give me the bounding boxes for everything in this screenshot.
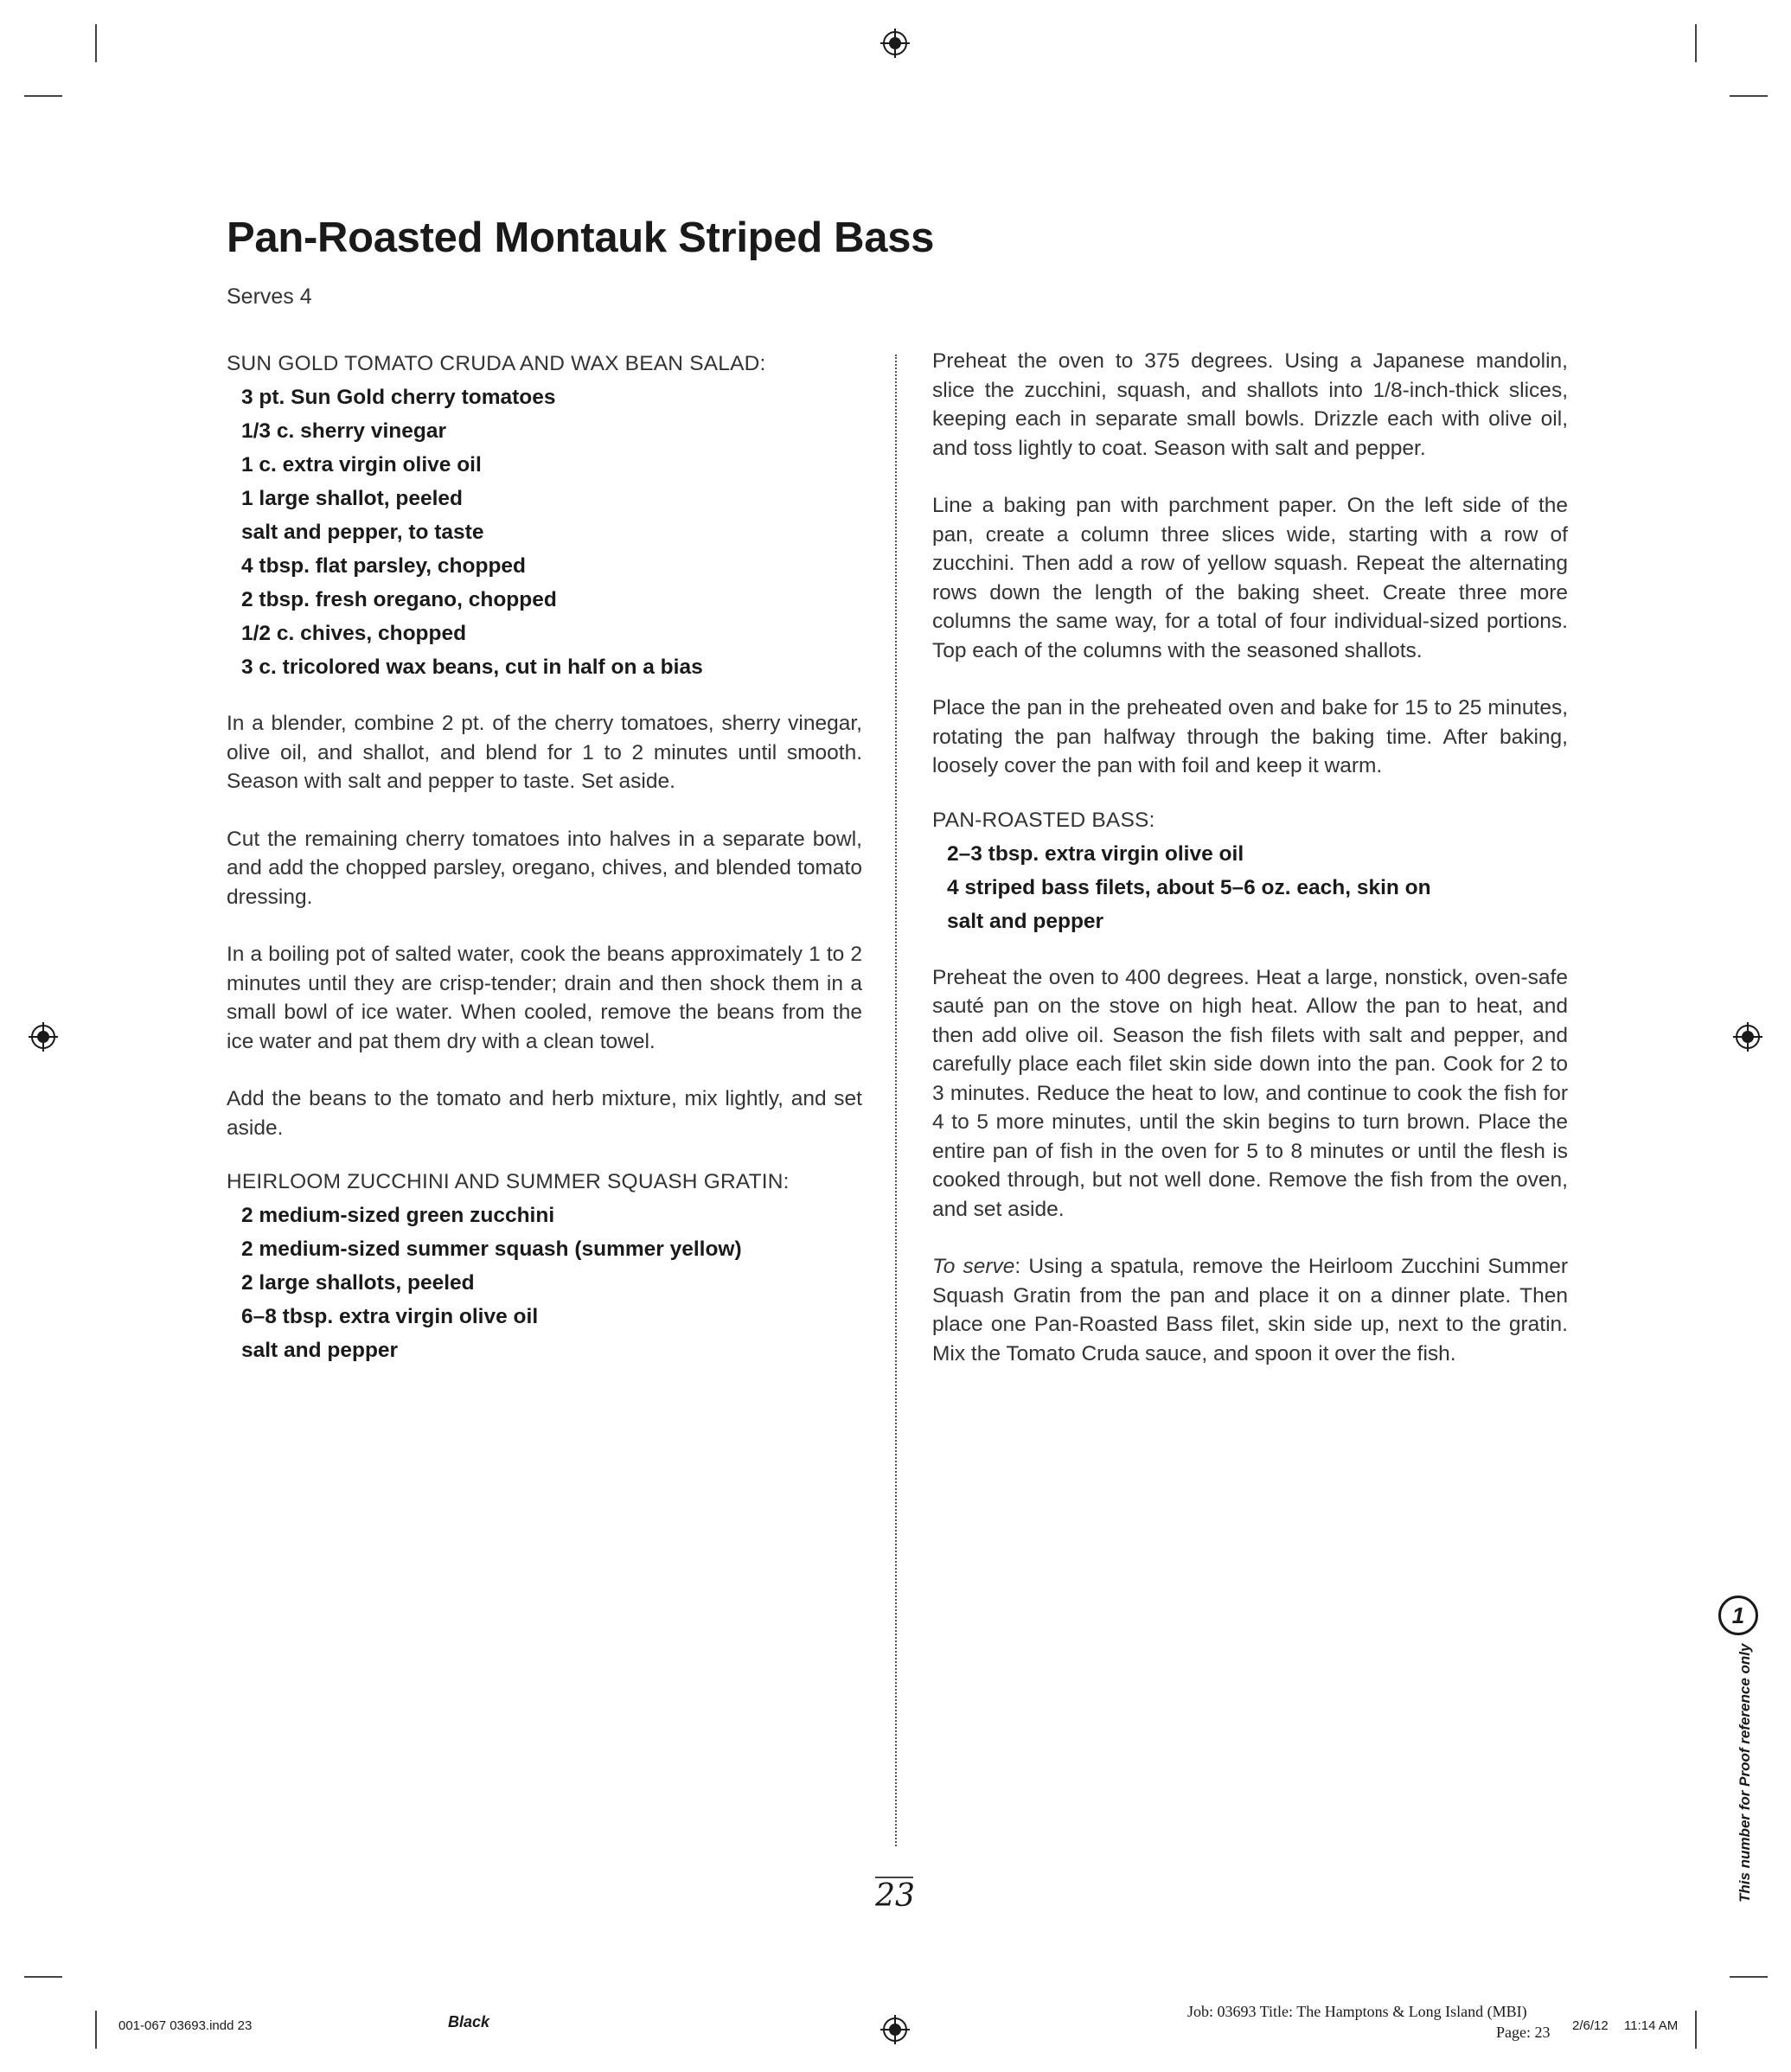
crop-mark	[24, 1976, 62, 1978]
crop-mark	[95, 2011, 97, 2049]
ingredient-item: 2 tbsp. fresh oregano, chopped	[241, 588, 557, 611]
registration-mark-icon	[880, 2015, 910, 2044]
ingredient-list-bass	[932, 837, 1568, 938]
ingredient-item: 1/3 c. sherry vinegar	[241, 419, 446, 443]
ingredient-item: salt and pepper	[947, 909, 1104, 933]
serving-paragraph	[932, 1252, 1568, 1368]
proof-number-badge: 1	[1718, 1596, 1758, 1635]
ingredient-item: 3 pt. Sun Gold cherry tomatoes	[241, 386, 556, 409]
slug-time: 11:14 AM	[1624, 2018, 1679, 2033]
ingredient-list-gratin	[227, 1199, 862, 1367]
instruction-paragraph: In a boiling pot of salted water, cook the beans approximately 1 to 2 minutes until they are crisp-tender; drain and then shock them in a small bowl of ice water. When cooled, remove the beans from the ice water and pat them dry with a clean towel.	[227, 943, 862, 1053]
ingredient-item: 1 large shallot, peeled	[241, 487, 463, 510]
registration-mark-icon	[880, 29, 910, 58]
proof-reference-note: This number for Proof reference only	[1737, 1643, 1753, 1903]
slug-ink-color: Black	[448, 2013, 490, 2030]
slug-page: Page: 23	[1496, 2024, 1551, 2041]
section-heading-bass: PAN-ROASTED BASS:	[932, 808, 1155, 832]
crop-mark	[1695, 2011, 1697, 2049]
ingredient-item: 4 tbsp. flat parsley, chopped	[241, 554, 527, 578]
instruction-paragraph: Preheat the oven to 400 degrees. Heat a large, nonstick, oven-safe sauté pan on the stove on high heat. Allow the pan to heat, and then add olive oil. Season the fish filets with salt and pepper, and carefully place each filet skin side down into the pan. Cook for 2 to 3 minutes. Reduce the heat to low, and continue to cook the fish for 4 to 5 more minutes, until the skin begins to turn brown. Place the entire pan of fish in the oven for 5 to 8 minutes or until the flesh is cooked through, but not well done. Remove the fish from the oven, and set aside.	[932, 965, 1568, 1221]
section-heading-gratin: HEIRLOOM ZUCCHINI AND SUMMER SQUASH GRATIN:	[227, 1170, 790, 1193]
registration-mark-icon	[29, 1022, 58, 1052]
crop-mark	[95, 24, 97, 62]
ingredient-item: 2 large shallots, peeled	[241, 1271, 475, 1295]
page-title: Pan-Roasted Montauk Striped Bass	[227, 214, 935, 261]
serves-count: Serves 4	[227, 285, 312, 309]
registration-mark-icon	[1733, 1022, 1762, 1052]
ingredient-item: 1/2 c. chives, chopped	[241, 622, 467, 645]
left-column	[227, 347, 862, 1392]
instruction-paragraph: Cut the remaining cherry tomatoes into halves in a separate bowl, and add the chopped parsley, oregano, chives, and blended tomato dressing.	[227, 827, 862, 909]
serving-label: To serve	[932, 1255, 1015, 1278]
ingredient-item: 3 c. tricolored wax beans, cut in half on a bias	[241, 655, 703, 679]
ingredient-item: 1 c. extra virgin olive oil	[241, 453, 482, 476]
column-divider	[895, 355, 897, 1846]
instruction-paragraph: Preheat the oven to 375 degrees. Using a Japanese mandolin, slice the zucchini, squash, and shallots into 1/8-inch-thick slices, keeping each in separate small bowls. Drizzle each with olive oil, and toss lightly to coat. Season with salt and pepper.	[932, 349, 1568, 460]
instruction-paragraph: In a blender, combine 2 pt. of the cherry tomatoes, sherry vinegar, olive oil, and shallot, and blend for 1 to 2 minutes until smooth. Season with salt and pepper to taste. Set aside.	[227, 712, 862, 793]
serving-text: : Using a spatula, remove the Heirloom Zucchini Summer Squash Gratin from the pan and place it on a dinner plate. Then place one Pan-Roasted Bass filet, skin side up, next to the gratin. Mix the Tomato Cruda sauce, and spoon it over the fish.	[932, 1255, 1568, 1365]
ingredient-item: 4 striped bass filets, about 5–6 oz. each, skin on	[947, 875, 1431, 899]
ingredient-list-salad	[227, 381, 862, 684]
ingredient-item: 2 medium-sized summer squash (summer yellow)	[241, 1237, 742, 1261]
crop-mark	[1695, 24, 1697, 62]
ingredient-item: 2 medium-sized green zucchini	[241, 1204, 555, 1227]
slug-job-title: Job: 03693 Title: The Hamptons & Long Island (MBI)	[1187, 2003, 1527, 2020]
ingredient-item: salt and pepper	[241, 1339, 399, 1362]
ingredient-item: 2–3 tbsp. extra virgin olive oil	[947, 841, 1244, 866]
section-heading-salad: SUN GOLD TOMATO CRUDA AND WAX BEAN SALAD:	[227, 352, 766, 375]
slug-date: 2/6/12	[1572, 2018, 1609, 2033]
instruction-paragraph: Add the beans to the tomato and herb mixture, mix lightly, and set aside.	[227, 1087, 862, 1140]
ingredient-item: 6–8 tbsp. extra virgin olive oil	[241, 1305, 539, 1328]
right-column	[932, 347, 1568, 1397]
instruction-paragraph: Place the pan in the preheated oven and bake for 15 to 25 minutes, rotating the pan halfway through the baking time. After baking, loosely cover the pan with foil and keep it warm.	[932, 696, 1568, 777]
crop-mark	[1730, 95, 1768, 97]
crop-mark	[1730, 1976, 1768, 1978]
slug-file-name: 001-067 03693.indd 23	[118, 2018, 253, 2033]
crop-mark	[24, 95, 62, 97]
ingredient-item: salt and pepper, to taste	[241, 521, 484, 544]
instruction-paragraph: Line a baking pan with parchment paper. On the left side of the pan, create a column three slices wide, starting with a row of zucchini. Then add a row of yellow squash. Repeat the alternating rows down the length of the baking sheet. Create three more columns the same way, for a total of four individual-sized portions. Top each of the columns with the seasoned shallots.	[932, 494, 1568, 662]
page-number: 23	[875, 1878, 915, 1914]
